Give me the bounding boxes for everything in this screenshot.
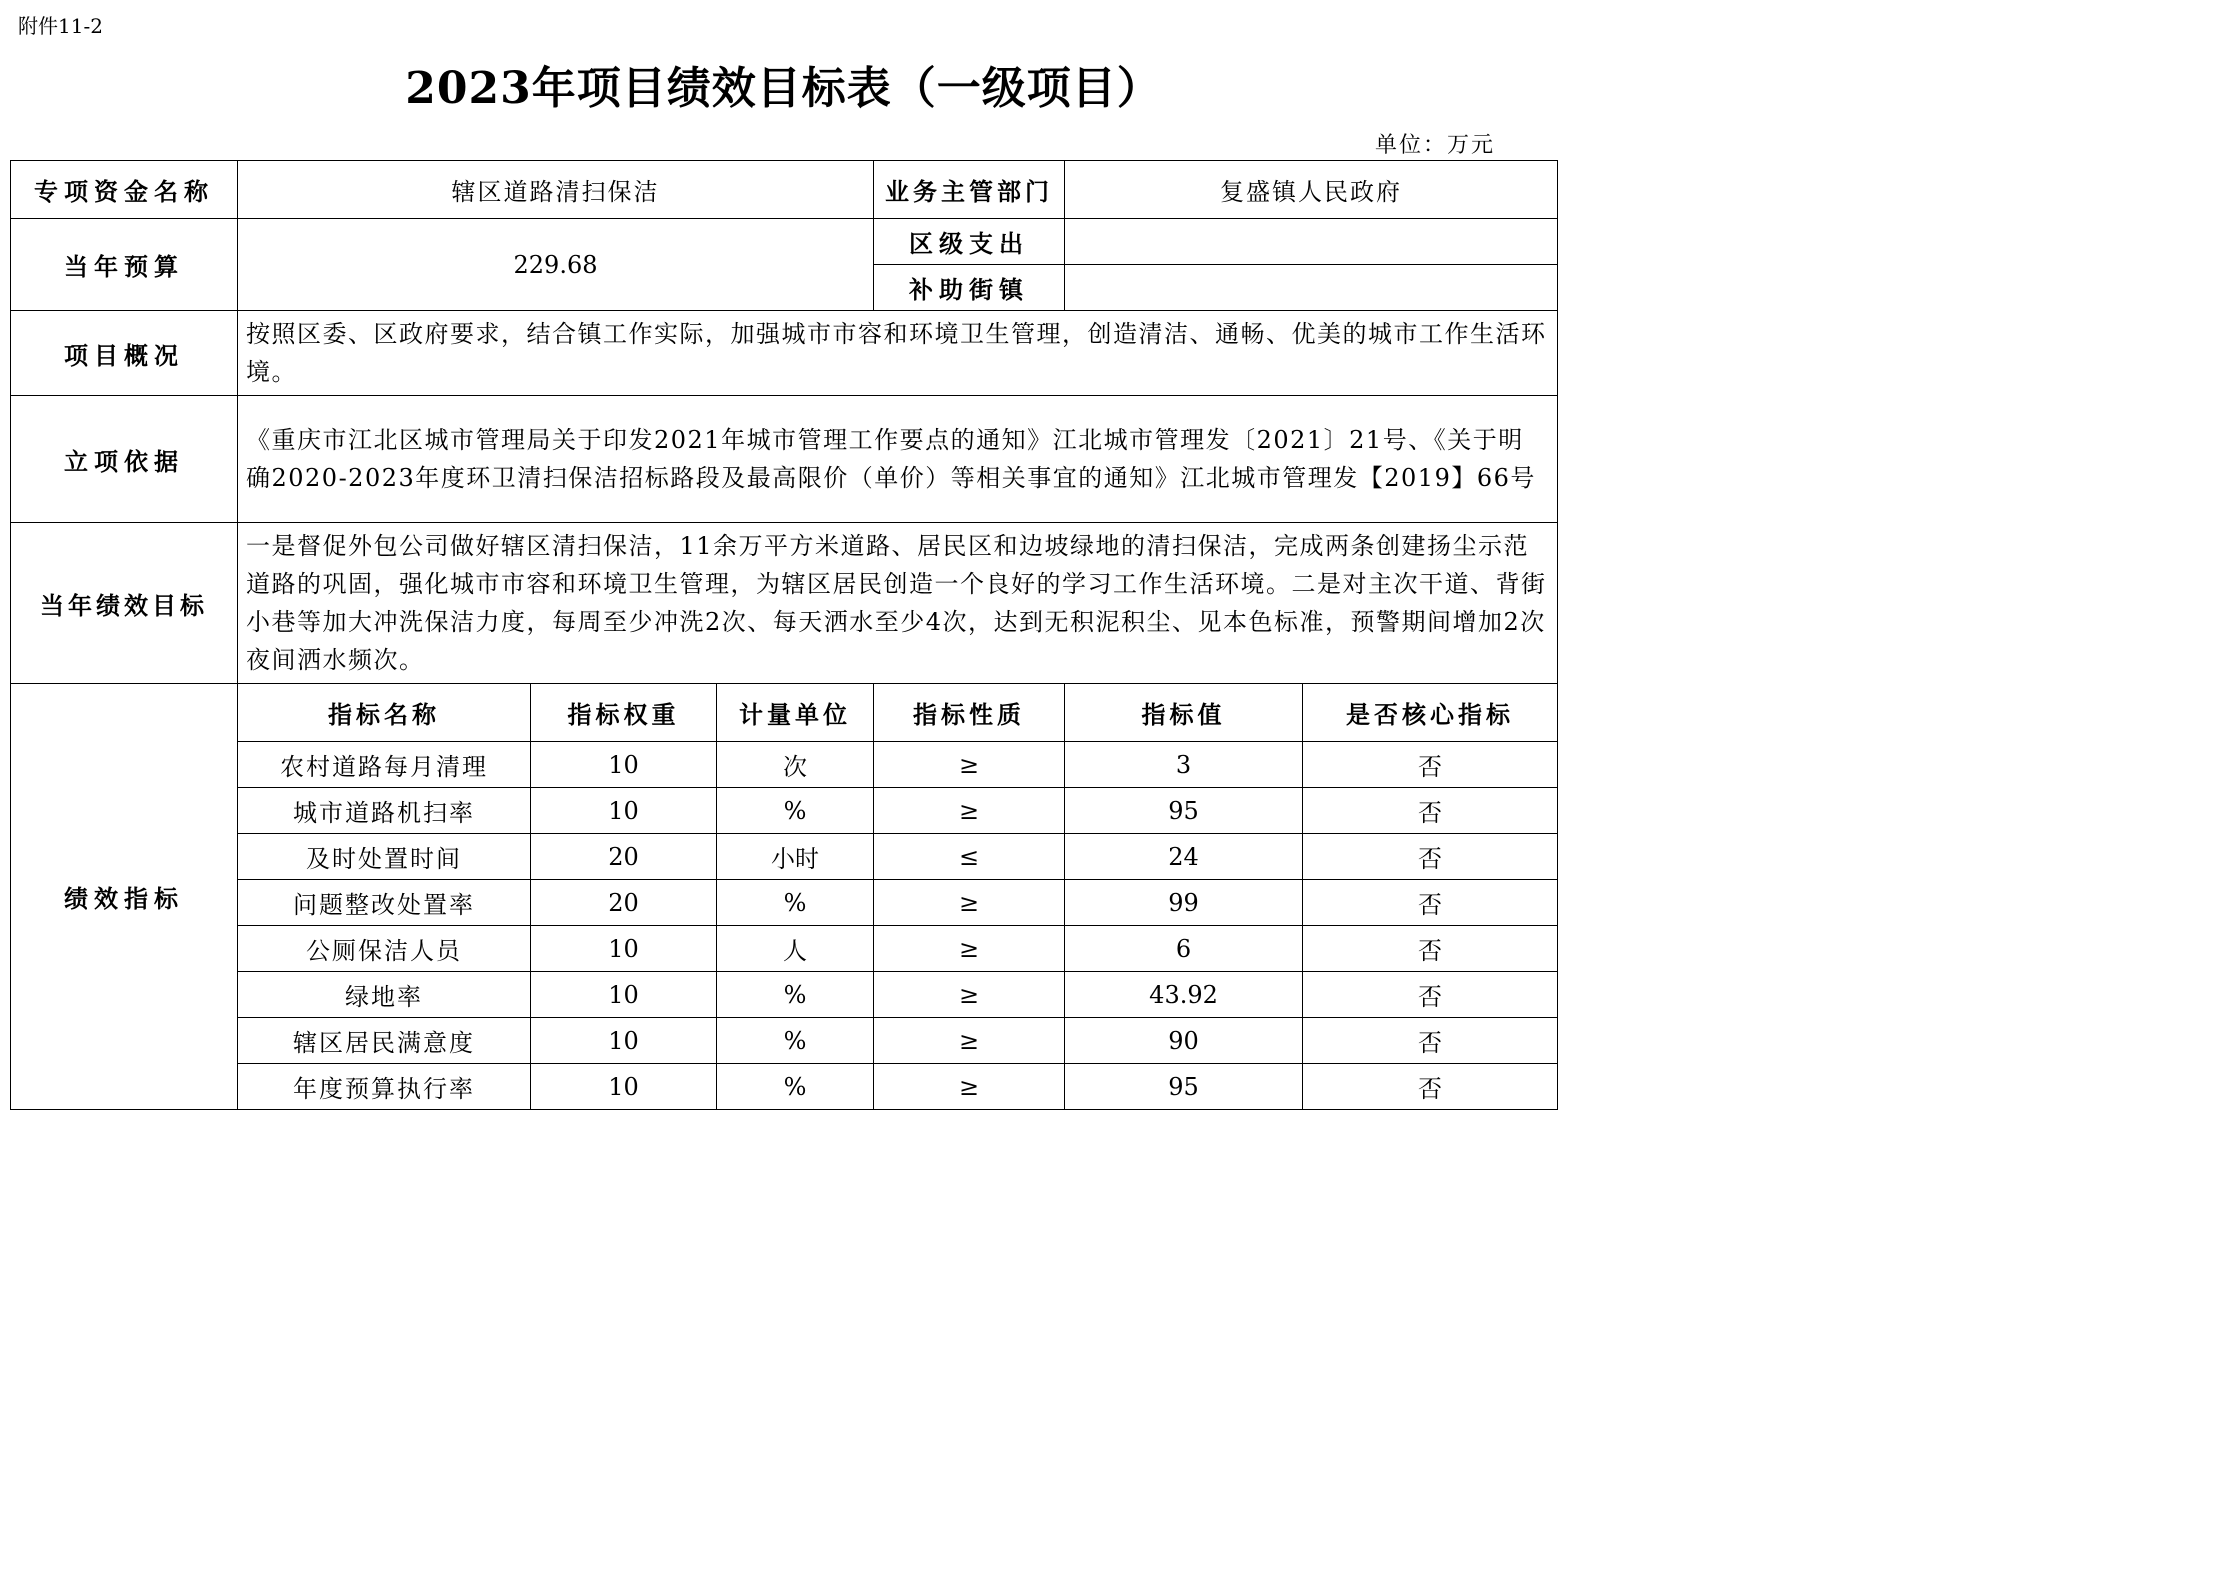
row-goal (11, 523, 1558, 684)
row-fund-name (11, 161, 1558, 219)
indicator-row (11, 926, 1558, 972)
indicator-row (11, 834, 1558, 880)
indicator-nature: ≥ (874, 926, 1065, 972)
indicator-name: 绿地率 (238, 972, 531, 1018)
department-value: 复盛镇人民政府 (1065, 161, 1558, 219)
indicator-row (11, 1018, 1558, 1064)
indicator-unit: % (717, 788, 874, 834)
goal-text: 一是督促外包公司做好辖区清扫保洁，11余万平方米道路、居民区和边坡绿地的清扫保洁，完成两条创建扬尘示范道路的巩固，强化城市市容和环境卫生管理，为辖区居民创造一个良好的学习工作生活环境。二是对主次干道、背街小巷等加大冲洗保洁力度，每周至少冲洗2次、每天洒水至少4次，达到无积泥积尘、见本色标准，预警期间增加2次夜间洒水频次。 (238, 523, 1558, 684)
indicators-label: 绩效指标 (11, 684, 238, 1110)
indicator-value: 43.92 (1065, 972, 1303, 1018)
indicator-value: 95 (1065, 788, 1303, 834)
indicator-nature: ≥ (874, 742, 1065, 788)
indicator-core: 否 (1303, 972, 1558, 1018)
indicator-nature: ≥ (874, 788, 1065, 834)
subsidy-town-label: 补助街镇 (874, 265, 1065, 311)
header-measure-unit: 计量单位 (717, 684, 874, 742)
basis-label: 立项依据 (11, 396, 238, 523)
performance-target-table (10, 160, 1558, 1110)
indicator-name: 城市道路机扫率 (238, 788, 531, 834)
indicator-unit: 小时 (717, 834, 874, 880)
indicator-row (11, 788, 1558, 834)
basis-text: 《重庆市江北区城市管理局关于印发2021年城市管理工作要点的通知》江北城市管理发〔2021〕21号、《关于明确2020-2023年度环卫清扫保洁招标路段及最高限价（单价）等相关事宜的通知》江北城市管理发【2019】66号 (238, 396, 1558, 523)
indicator-nature: ≥ (874, 1018, 1065, 1064)
indicator-weight: 20 (531, 834, 717, 880)
indicator-weight: 10 (531, 926, 717, 972)
indicator-nature: ≤ (874, 834, 1065, 880)
page-title: 2023年项目绩效目标表（一级项目） (405, 63, 1162, 114)
indicator-value: 24 (1065, 834, 1303, 880)
header-indicator-name: 指标名称 (238, 684, 531, 742)
indicator-weight: 10 (531, 1018, 717, 1064)
indicator-value: 99 (1065, 880, 1303, 926)
header-indicator-nature: 指标性质 (874, 684, 1065, 742)
budget-value: 229.68 (238, 219, 874, 311)
indicator-core: 否 (1303, 926, 1558, 972)
indicator-name: 农村道路每月清理 (238, 742, 531, 788)
indicator-header-row (11, 684, 1558, 742)
subsidy-town-value (1065, 265, 1558, 311)
header-indicator-weight: 指标权重 (531, 684, 717, 742)
row-budget-1 (11, 219, 1558, 265)
indicator-name: 年度预算执行率 (238, 1064, 531, 1110)
goal-label: 当年绩效目标 (11, 523, 238, 684)
indicator-core: 否 (1303, 834, 1558, 880)
overview-label: 项目概况 (11, 311, 238, 396)
indicator-core: 否 (1303, 1018, 1558, 1064)
indicator-core: 否 (1303, 788, 1558, 834)
overview-text: 按照区委、区政府要求，结合镇工作实际，加强城市市容和环境卫生管理，创造清洁、通畅、优美的城市工作生活环境。 (238, 311, 1558, 396)
indicator-value: 95 (1065, 1064, 1303, 1110)
indicator-value: 6 (1065, 926, 1303, 972)
indicator-name: 辖区居民满意度 (238, 1018, 531, 1064)
indicator-unit: 人 (717, 926, 874, 972)
district-expense-value (1065, 219, 1558, 265)
district-expense-label: 区级支出 (874, 219, 1065, 265)
indicator-value: 3 (1065, 742, 1303, 788)
indicator-nature: ≥ (874, 880, 1065, 926)
indicator-core: 否 (1303, 1064, 1558, 1110)
indicator-row (11, 742, 1558, 788)
table-body (11, 161, 1558, 1110)
indicator-unit: % (717, 972, 874, 1018)
indicator-unit: 次 (717, 742, 874, 788)
unit-label: 单位：万元 (1374, 133, 1495, 158)
indicator-weight: 10 (531, 1064, 717, 1110)
indicator-weight: 20 (531, 880, 717, 926)
indicator-unit: % (717, 1064, 874, 1110)
indicator-row (11, 880, 1558, 926)
indicator-core: 否 (1303, 742, 1558, 788)
header-indicator-value: 指标值 (1065, 684, 1303, 742)
fund-name-value: 辖区道路清扫保洁 (238, 161, 874, 219)
indicator-row (11, 1064, 1558, 1110)
indicator-unit: % (717, 1018, 874, 1064)
header-core-indicator: 是否核心指标 (1303, 684, 1558, 742)
indicator-value: 90 (1065, 1018, 1303, 1064)
budget-label: 当年预算 (11, 219, 238, 311)
indicator-weight: 10 (531, 972, 717, 1018)
indicator-name: 及时处置时间 (238, 834, 531, 880)
department-label: 业务主管部门 (874, 161, 1065, 219)
indicator-name: 问题整改处置率 (238, 880, 531, 926)
row-overview (11, 311, 1558, 396)
indicator-nature: ≥ (874, 972, 1065, 1018)
indicator-core: 否 (1303, 880, 1558, 926)
row-basis (11, 396, 1558, 523)
fund-name-label: 专项资金名称 (11, 161, 238, 219)
indicator-name: 公厕保洁人员 (238, 926, 531, 972)
indicator-weight: 10 (531, 742, 717, 788)
indicator-weight: 10 (531, 788, 717, 834)
attachment-label: 附件11-2 (18, 14, 103, 38)
indicator-nature: ≥ (874, 1064, 1065, 1110)
indicator-row (11, 972, 1558, 1018)
indicator-unit: % (717, 880, 874, 926)
